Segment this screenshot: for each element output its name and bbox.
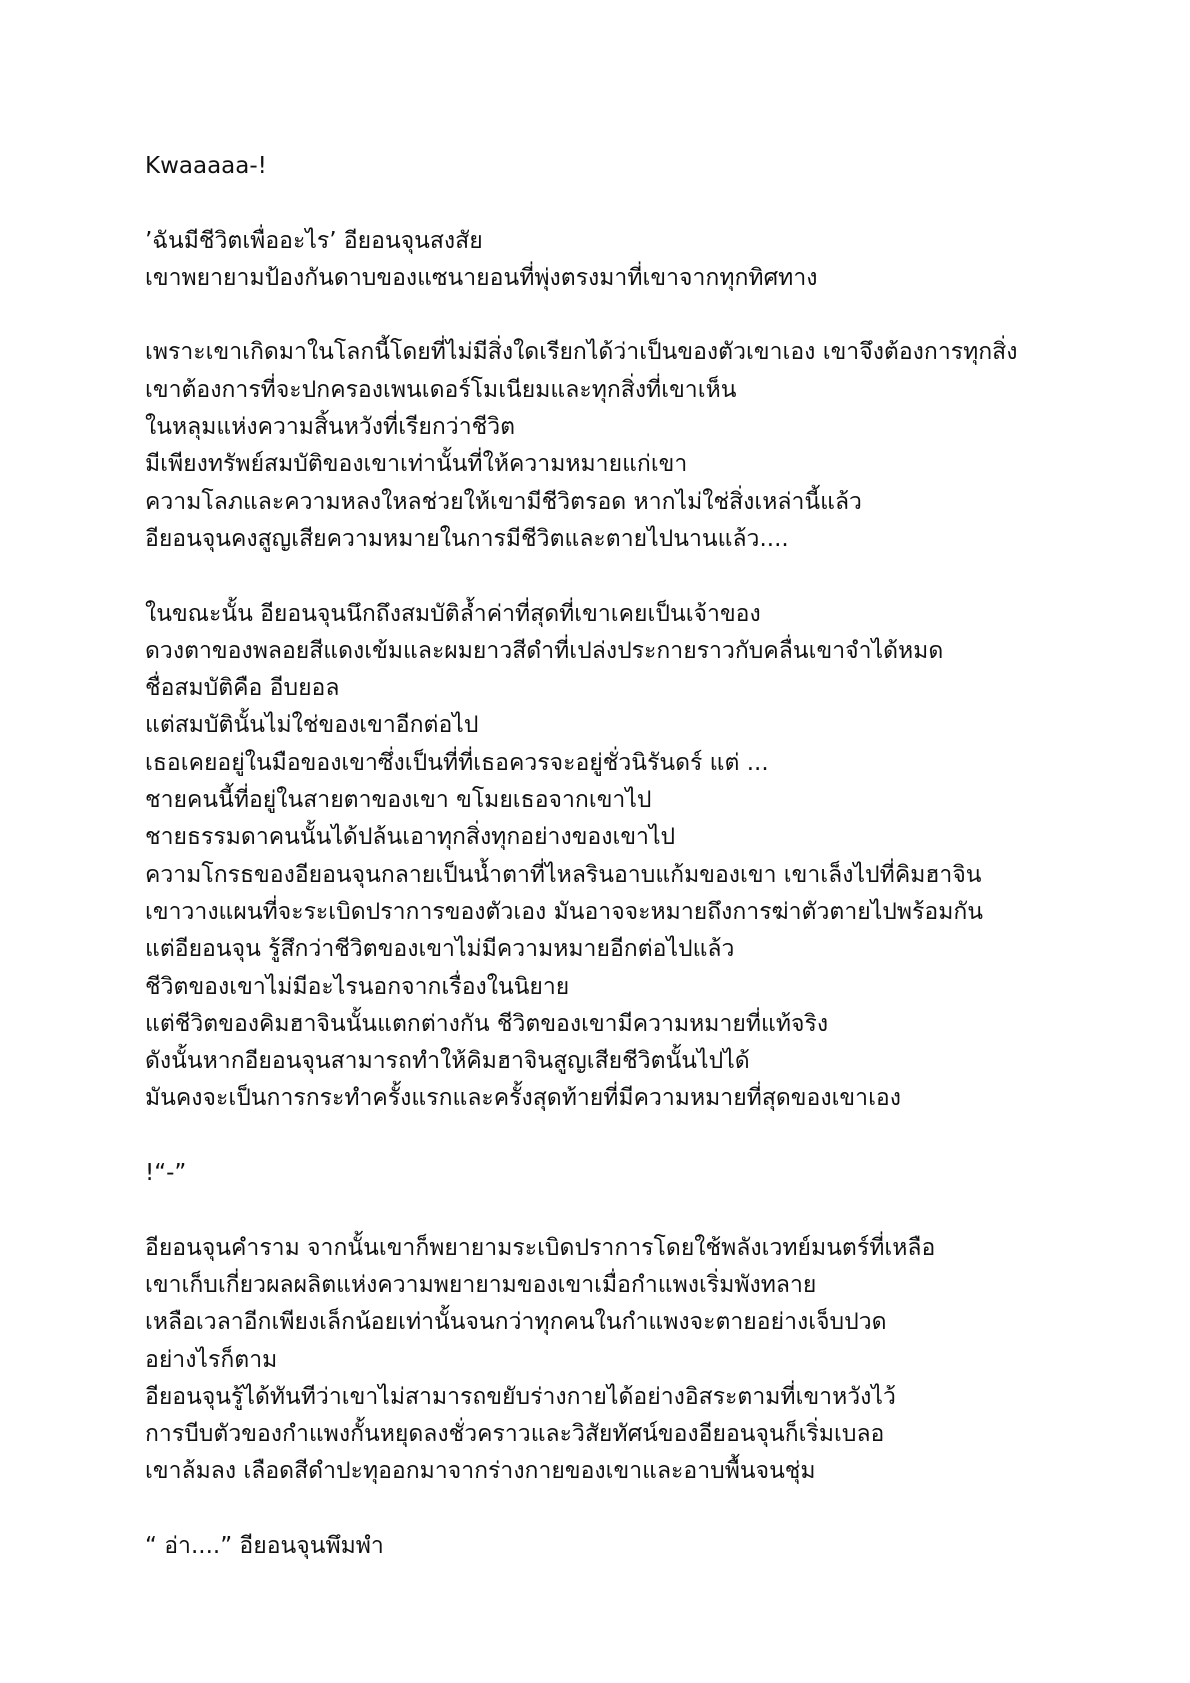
text-line: ชายธรรมดาคนนั้นได้ปล้นเอาทุกสิ่งทุกอย่างของเขาไป [145,824,676,851]
text-line: อย่างไรก็ตาม [145,1346,278,1373]
text-line: แต่สมบัตินั้นไม่ใช่ของเขาอีกต่อไป [145,712,479,739]
text-line: ชื่อสมบัติคือ อีบยอล [145,675,340,702]
text-line: มีเพียงทรัพย์สมบัติของเขาเท่านั้นที่ให้ความหมายแก่เขา [145,451,688,478]
text-line: อียอนจุนคงสูญเสียความหมายในการมีชีวิตและตายไปนานแล้ว.... [145,525,789,552]
text-line: ความโกรธของอียอนจุนกลายเป็นน้ำตาที่ไหลรินอาบแก้มของเขา เขาเล็งไปที่คิมฮาจิน [145,861,982,888]
text-line: เธอเคยอยู่ในมือของเขาซึ่งเป็นที่ที่เธอควรจะอยู่ชั่วนิรันดร์ แต่ ... [145,749,769,776]
document-body [145,148,1145,1603]
text-line: ในขณะนั้น อียอนจุนนึกถึงสมบัติล้ำค่าที่สุดที่เขาเคยเป็นเจ้าของ [145,600,761,627]
text-line: ดังนั้นหากอียอนจุนสามารถทำให้คิมฮาจินสูญเสียชีวิตนั้นไปได้ [145,1048,750,1075]
text-line: ชายคนนี้ที่อยู่ในสายตาของเขา ขโมยเธอจากเขาไป [145,787,652,814]
text-line: Kwaaaaa-! [145,153,267,179]
text-line: อียอนจุนคำราม จากนั้นเขาก็พยายามระเบิดปราการโดยใช้พลังเวทย์มนตร์ที่เหลือ [145,1234,936,1261]
paragraph [145,148,1145,185]
text-line: เหลือเวลาอีกเพียงเล็กน้อยเท่านั้นจนกว่าทุกคนในกำแพงจะตายอย่างเจ็บปวด [145,1309,887,1336]
text-line: เพราะเขาเกิดมาในโลกนี้โดยที่ไม่มีสิ่งใดเรียกได้ว่าเป็นของตัวเขาเอง เขาจึงต้องการทุกสิ่ง [145,339,1018,366]
paragraph [145,334,1145,558]
text-line: เขาเก็บเกี่ยวผลผลิตแห่งความพยายามของเขาเมื่อกำแพงเริ่มพังทลาย [145,1271,817,1298]
text-line: มันคงจะเป็นการกระทำครั้งแรกและครั้งสุดท้ายที่มีความหมายที่สุดของเขาเอง [145,1085,901,1112]
text-line: เขาต้องการที่จะปกครองเพนเดอร์โมเนียมและทุกสิ่งที่เขาเห็น [145,376,737,403]
text-line: แต่อียอนจุน รู้สึกว่าชีวิตของเขาไม่มีความหมายอีกต่อไปแล้ว [145,936,735,963]
paragraph [145,1155,1145,1192]
text-line: ชีวิตของเขาไม่มีอะไรนอกจากเรื่องในนิยาย [145,973,570,1000]
paragraph [145,1230,1145,1491]
paragraph [145,1528,1145,1565]
text-line: “ อ่า....” อียอนจุนพึมพำ [145,1532,384,1559]
text-line: แต่ชีวิตของคิมฮาจินนั้นแตกต่างกัน ชีวิตของเขามีความหมายที่แท้จริง [145,1010,829,1037]
text-line: เขาล้มลง เลือดสีดำปะทุออกมาจากร่างกายของเขาและอาบพื้นจนชุ่ม [145,1458,816,1485]
text-line: ดวงตาของพลอยสีแดงเข้มและผมยาวสีดำที่เปล่งประกายราวกับคลื่นเขาจำได้หมด [145,637,944,664]
text-line: การบีบตัวของกำแพงกั้นหยุดลงชั่วคราวและวิสัยทัศน์ของอียอนจุนก็เริ่มเบลอ [145,1421,885,1448]
text-line: อียอนจุนรู้ได้ทันทีว่าเขาไม่สามารถขยับร่างกายได้อย่างอิสระตามที่เขาหวังไว้ [145,1383,896,1410]
text-line: เขาวางแผนที่จะระเบิดปราการของตัวเอง มันอาจจะหมายถึงการฆ่าตัวตายไปพร้อมกัน [145,898,984,925]
text-line: เขาพยายามป้องกันดาบของแซนายอนที่พุ่งตรงมาที่เขาจากทุกทิศทาง [145,264,818,291]
text-line: ความโลภและความหลงใหลช่วยให้เขามีชีวิตรอด หากไม่ใช่สิ่งเหล่านี้แล้ว [145,488,862,515]
text-line: !“-” [145,1160,187,1187]
text-line: ในหลุมแห่งความสิ้นหวังที่เรียกว่าชีวิต [145,414,516,441]
text-line: ’ฉันมีชีวิตเพื่ออะไร’ อียอนจุนสงสัย [145,227,483,254]
paragraph [145,596,1145,1118]
paragraph [145,223,1145,298]
